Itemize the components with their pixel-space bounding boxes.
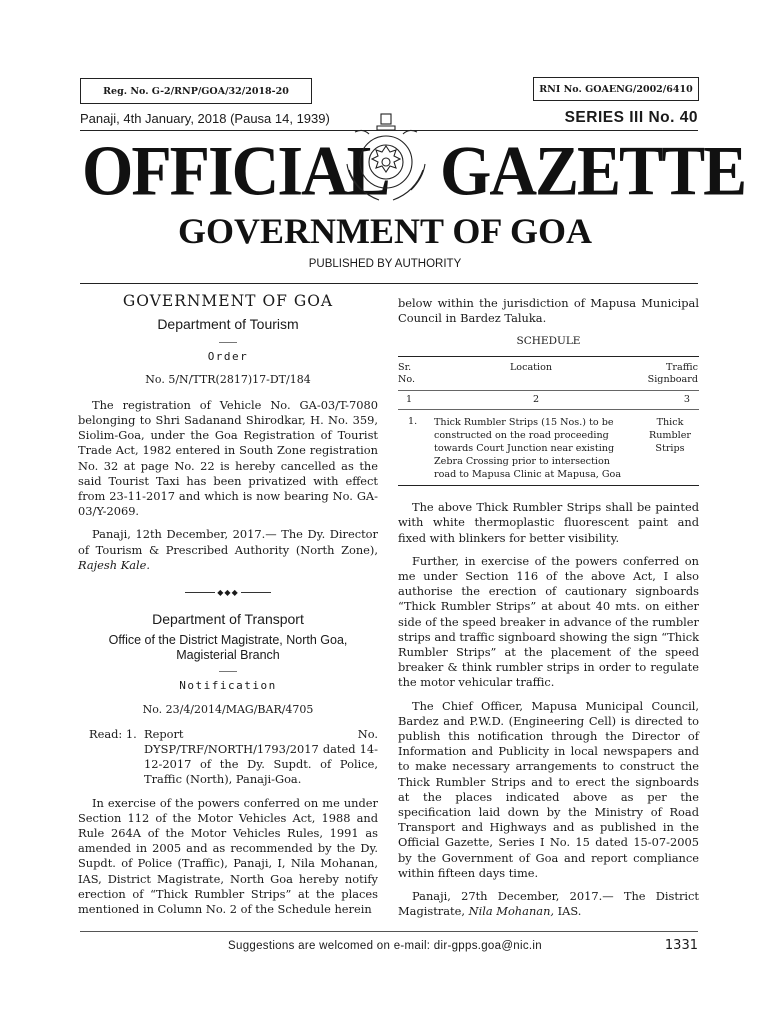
column-number: 3 xyxy=(683,393,690,405)
separator-line xyxy=(185,592,215,593)
schedule-row xyxy=(398,416,698,481)
government-heading: GOVERNMENT OF GOA xyxy=(122,292,334,310)
divider xyxy=(219,342,237,343)
header-location: Location xyxy=(509,361,553,373)
department-tourism: Department of Tourism xyxy=(157,316,299,333)
order-number: No. 5/N/TTR(2817)17-DT/184 xyxy=(145,372,311,386)
masthead-subtitle: GOVERNMENT OF GOA xyxy=(177,211,593,251)
order-signature xyxy=(78,527,378,573)
signature-text: Panaji, 27th December, 2017.— The District Magistrate, xyxy=(398,888,699,919)
authorisation-paragraph: Further, in exercise of the powers conferred on me under Section 116 of the above Act, I also authorise the erection of cautionary signboards “Thick Rumbler Strips” at about 40 mts. on either side of the speed breaker in advance of the rumbler strips and traffic signboard showing the sign “Thick Rumbler Strips” at the placement of the speed breaker & think rumbler strips in order to regulate the motor vehicular traffic. xyxy=(398,553,699,690)
masthead-rule xyxy=(80,283,698,284)
published-by-authority: PUBLISHED BY AUTHORITY xyxy=(308,258,462,270)
row-location: Thick Rumbler Strips (15 Nos.) to be constructed on the road proceeding towards Court Junction near existing Zebra Crossing prior to intersection road to Mapusa Clinic at Mapusa, Goa xyxy=(434,417,622,481)
office-name: Office of the District Magistrate, North Goa, Magisterial Branch xyxy=(108,633,348,663)
department-transport: Department of Transport xyxy=(152,611,304,628)
row-sr: 1. xyxy=(408,416,418,428)
masthead-gazette: GAZETTE xyxy=(440,132,746,211)
order-signer: Rajesh Kale. xyxy=(78,557,151,572)
header-signboard: Traffic Signboard xyxy=(647,361,698,386)
footer-rule xyxy=(80,931,698,932)
continued-paragraph: below within the jurisdiction of Mapusa Municipal Council in Bardez Taluka. xyxy=(398,296,699,326)
section-separator xyxy=(78,585,378,600)
order-signature-text: Panaji, 12th December, 2017.— The Dy. Director of Tourism & Prescribed Authority (North Zone), xyxy=(78,527,378,557)
schedule-header-rule xyxy=(398,390,699,391)
schedule-body xyxy=(398,416,698,481)
issue-date: Panaji, 4th January, 2018 (Pausa 14, 1939) xyxy=(80,111,330,126)
series-number: SERIES III No. 40 xyxy=(564,109,698,126)
order-paragraph: The registration of Vehicle No. GA-03/T-7080 belonging to Shri Sadanand Shirodkar, H. No. 359, Siolim-Goa, under the Goa Registration of Tourist Trade Act, 1982 entered in South Zone registration No. 32 at page No. 22 is hereby cancelled as the said Tourist Taxi has been privatized with effect from 23-11-2017 and which is now bearing No. GA-03/Y-2069. xyxy=(78,397,378,519)
schedule-table-top-rule xyxy=(398,356,699,357)
order-heading: Order xyxy=(207,350,249,364)
divider xyxy=(219,671,237,672)
left-column xyxy=(78,294,378,925)
row-signboard: Thick Rumbler Strips xyxy=(649,417,691,455)
notification-number: No. 23/4/2014/MAG/BAR/4705 xyxy=(142,702,314,716)
rni-number: RNI No. GOAENG/2002/6410 xyxy=(539,83,693,95)
notification-body: In exercise of the powers conferred on me under Section 112 of the Motor Vehicles Act, 1988 and Rule 264A of the Motor Vehicles Rules, 1991 as amended in 2005 and as recommended by the Dy. Supdt. of Police (Traffic), Panaji, I, Nila Mohanan, IAS, District Magistrate, North Goa hereby notify erection of “Thick Rumbler Strips” at the places mentioned in Column No. 2 of the Schedule herein xyxy=(78,795,378,917)
column-number: 1 xyxy=(406,393,413,405)
registration-number: Reg. No. G-2/RNP/GOA/32/2018-20 xyxy=(103,85,289,97)
column-number: 2 xyxy=(532,393,540,405)
schedule-number-rule xyxy=(398,409,699,410)
paint-paragraph: The above Thick Rumbler Strips shall be painted with white thermoplastic fluorescent paint and fixed with blinkers for better visibility. xyxy=(398,500,699,545)
emblem-icon xyxy=(343,112,429,204)
notification-heading: Notification xyxy=(179,679,277,693)
masthead-official: OFFICIAL xyxy=(82,132,389,211)
column-number-row xyxy=(398,394,698,407)
page-number: 1331 xyxy=(664,938,698,953)
separator-line xyxy=(241,592,271,593)
read-text: Report No. DYSP/TRF/NORTH/1793/2017 dated 14-12-2017 of the Dy. Supdt. of Police, Traffic (North), Panaji-Goa. xyxy=(144,726,378,787)
header-sr: Sr. No. xyxy=(398,361,416,386)
schedule-column-numbers xyxy=(398,394,698,407)
direction-paragraph: The Chief Officer, Mapusa Municipal Council, Bardez and P.W.D. (Engineering Cell) is directed to publish this notification through the Director of Information and Publicity in local newspapers and to make necessary arrangements to construct the Thick Rumbler Strips and to erect the signboards at the places indicated above as per the specification laid down by the Ministry of Road Transport and Highways and as published in the Official Gazette, Series I No. 15 dated 15-07-2005 by the Government of Goa and report compliance within fifteen days time. xyxy=(398,698,699,880)
registration-number-box xyxy=(80,78,312,104)
schedule-title: SCHEDULE xyxy=(516,335,581,348)
signature-suffix: IAS. xyxy=(557,904,582,919)
schedule-header-row xyxy=(398,362,698,387)
goa-emblem xyxy=(343,112,429,204)
separator-diamonds: ◆◆◆ xyxy=(217,588,239,598)
signature-name: Nila Mohanan, xyxy=(468,904,555,919)
read-label: Read: 1. xyxy=(89,726,137,741)
schedule-table xyxy=(398,362,698,387)
magistrate-signature xyxy=(398,889,699,919)
right-column xyxy=(398,296,699,927)
read-reference xyxy=(78,727,378,788)
schedule-table-bottom-rule xyxy=(398,485,699,486)
footer-suggestion: Suggestions are welcomed on e-mail: dir-gpps.goa@nic.in xyxy=(228,940,542,952)
rni-number-box xyxy=(533,77,699,101)
